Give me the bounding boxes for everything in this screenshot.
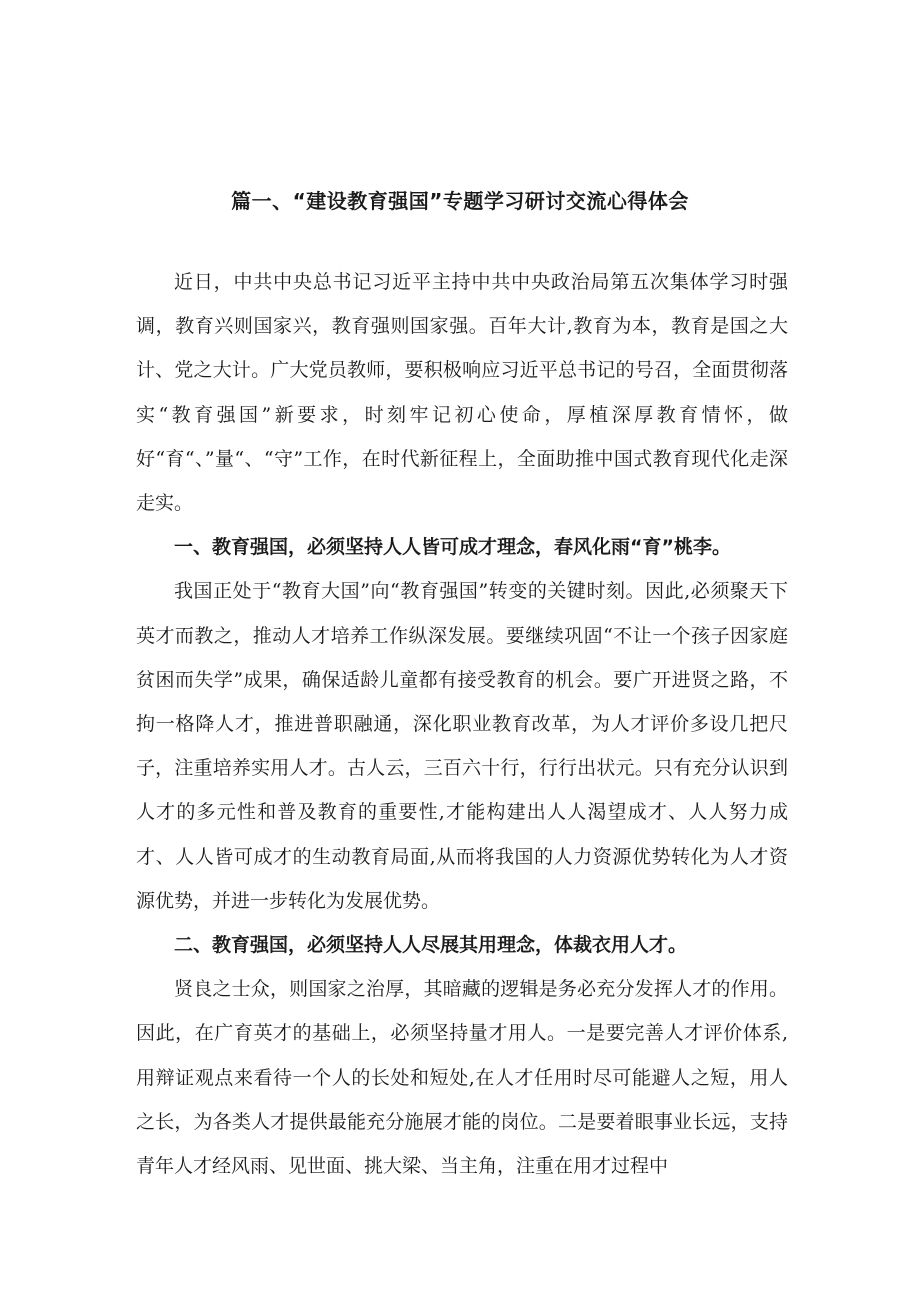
section-heading-1: 一、教育强国，必须坚持人人皆可成才理念，春风化雨“育”桃李。 [174,536,731,559]
paragraph-section-2: 贤良之士众，则国家之治厚，其暗藏的逻辑是务必充分发挥人才的作用。因此，在广育英才的基础上，必须坚持量才用人。一是要完善人才评价体系,用辩证观点来看待一个人的长处和短处,在人才任用时尽可能避人之短，用人之长，为各类人才提供最能充分施展才能的岗位。二是要着眼事业长远，支持青年人才经风雨、见世面、挑大梁、当主角，注重在用才过程中 [136,978,788,1178]
paragraph-intro: 近日，中共中央总书记习近平主持中共中央政治局第五次集体学习时强调，教育兴则国家兴，教育强则国家强。百年大计,教育为本，教育是国之大计、党之大计。广大党员教师，要积极响应习近平总书记的号召，全面贯彻落实“教育强国”新要求，时刻牢记初心使命，厚植深厚教育情怀，做好“育“、”量“、“守”工作，在时代新征程上，全面助推中国式教育现代化走深走实。 [136,271,788,515]
document-body [136,260,788,1188]
section-heading-2: 二、教育强国，必须坚持人人尽展其用理念，体裁衣用人才。 [174,934,688,957]
paragraph-section-1: 我国正处于“教育大国”向“教育强国”转变的关键时刻。因此,必须聚天下英才而教之，推动人才培养工作纵深发展。要继续巩固“不让一个孩子因家庭贫困而失学”成果，确保适龄儿童都有接受教育的机会。要广开进贤之路，不拘一格降人才，推进普职融通，深化职业教育改革，为人才评价多设几把尺子，注重培养实用人才。古人云，三百六十行，行行出状元。只有充分认识到人才的多元性和普及教育的重要性,才能构建出人人渴望成才、人人努力成才、人人皆可成才的生动教育局面,从而将我国的人力资源优势转化为人才资源优势，并进一步转化为发展优势。 [136,580,788,912]
document-title: 篇一、“建设教育强国”专题学习研讨交流心得体会 [231,189,689,213]
